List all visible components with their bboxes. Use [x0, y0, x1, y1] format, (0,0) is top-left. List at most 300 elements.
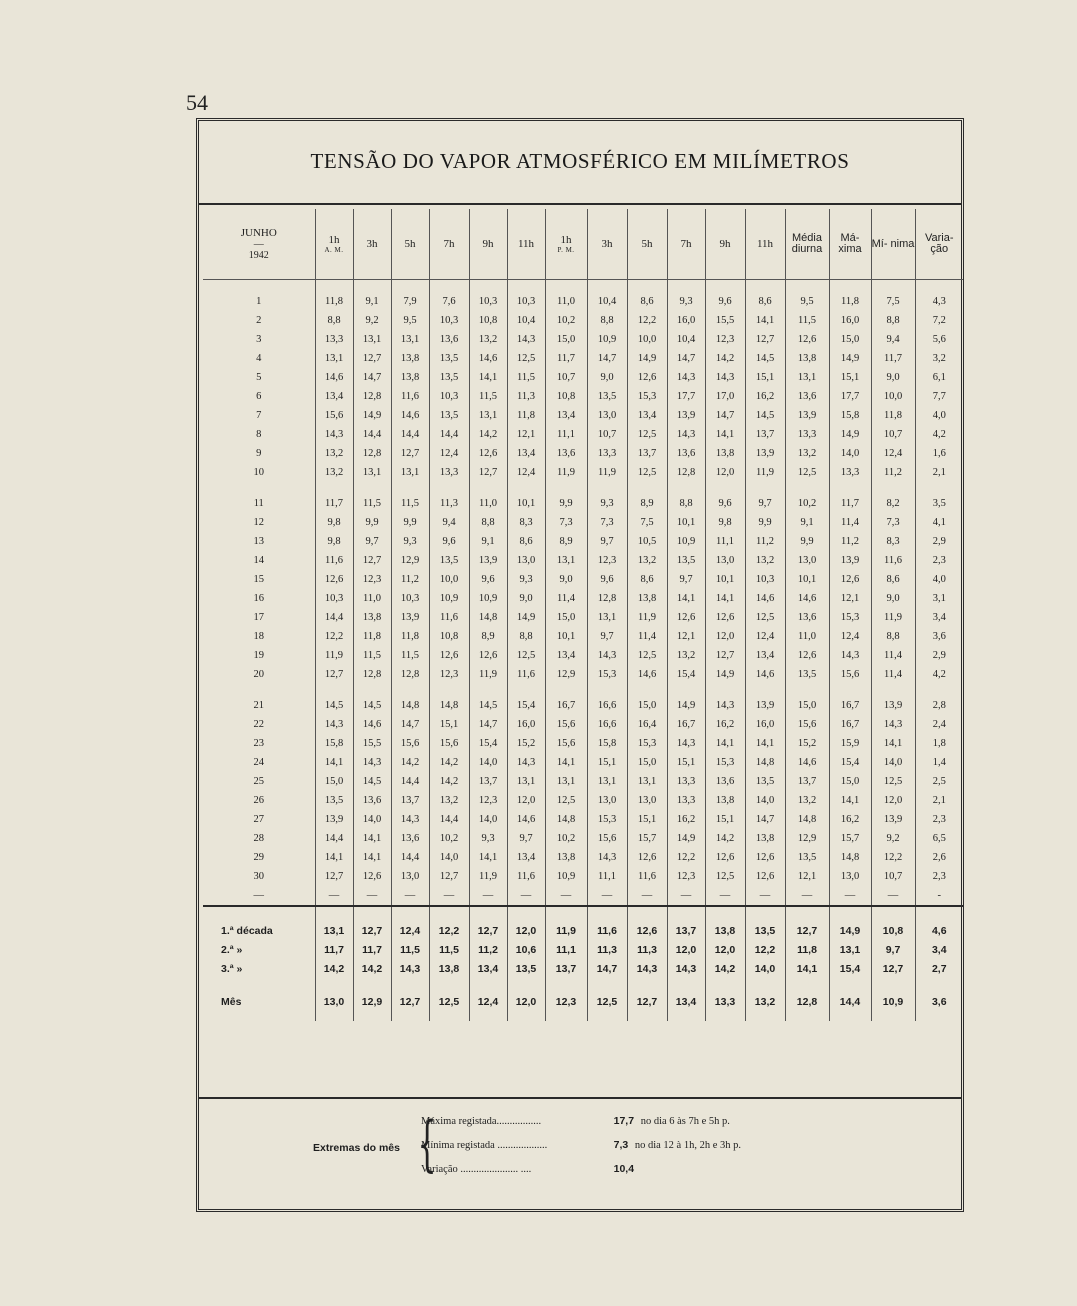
row-label: 25 — [253, 776, 264, 787]
table-cell: 15,1 — [745, 368, 785, 387]
variation-label: Variação ...................... .... — [421, 1164, 532, 1175]
table-cell: 13,7 — [545, 959, 587, 978]
row-label: 14 — [253, 555, 264, 566]
table-frame — [196, 118, 964, 1212]
table-cell: 13,2 — [315, 444, 353, 463]
table-cell: 14,3 — [587, 646, 627, 665]
table-cell: 10,1 — [507, 482, 545, 513]
table-cell: 1,4 — [915, 753, 963, 772]
table-cell: 14,1 — [705, 734, 745, 753]
table-cell: 8,2 — [871, 482, 915, 513]
table-cell: 15,6 — [545, 734, 587, 753]
table-cell: — — [315, 886, 353, 906]
table-cell: 15,3 — [627, 734, 667, 753]
table-cell: 13,4 — [545, 406, 587, 425]
table-cell: 14,2 — [429, 753, 469, 772]
month-dash: — — [253, 239, 264, 250]
table-cell: 10,3 — [429, 311, 469, 330]
table-row — [203, 684, 963, 715]
table-cell: 13,5 — [745, 772, 785, 791]
table-cell: 10,9 — [469, 589, 507, 608]
table-cell: 14,5 — [469, 684, 507, 715]
table-cell: 14,6 — [745, 589, 785, 608]
min-row — [421, 1139, 741, 1151]
table-cell: 11,9 — [627, 608, 667, 627]
table-cell: 3,5 — [915, 482, 963, 513]
variation-value: 10,4 — [613, 1163, 635, 1175]
table-cell: 10,9 — [871, 978, 915, 1021]
row-label: 11 — [253, 498, 264, 509]
table-cell: 13,1 — [391, 330, 429, 349]
table-cell: 13,5 — [785, 848, 829, 867]
table-cell: 10,1 — [667, 513, 705, 532]
table-cell: 16,7 — [829, 715, 871, 734]
table-cell: 14,4 — [315, 608, 353, 627]
table-cell: 13,3 — [785, 425, 829, 444]
table-cell: 14,1 — [315, 753, 353, 772]
table-cell: 11,1 — [587, 867, 627, 886]
table-cell: 15,6 — [315, 406, 353, 425]
table-cell: 14,2 — [353, 959, 391, 978]
table-cell: 12,6 — [829, 570, 871, 589]
table-cell: 13,9 — [315, 810, 353, 829]
table-cell: 12,1 — [507, 425, 545, 444]
table-cell: 14,4 — [391, 425, 429, 444]
row-label: 5 — [256, 372, 262, 383]
table-cell: 9,6 — [469, 570, 507, 589]
table-cell: 14,2 — [705, 829, 745, 848]
table-cell: 14,1 — [545, 753, 587, 772]
table-cell: 11,5 — [391, 940, 429, 959]
table-cell: 14,6 — [627, 665, 667, 684]
row-label: 20 — [253, 669, 264, 680]
table-cell: 8,9 — [469, 627, 507, 646]
table-cell: 10,7 — [871, 867, 915, 886]
table-cell: 13,9 — [829, 551, 871, 570]
row-label: 1 — [256, 296, 262, 307]
table-cell: 13,5 — [429, 551, 469, 570]
table-cell: 11,4 — [871, 665, 915, 684]
table-cell: 15,6 — [429, 734, 469, 753]
table-cell: 12,5 — [871, 772, 915, 791]
table-cell: 14,7 — [745, 810, 785, 829]
table-cell: 8,3 — [871, 532, 915, 551]
hour-header: 7h — [667, 209, 705, 280]
table-cell: 2,3 — [915, 810, 963, 829]
table-cell: 11,7 — [315, 940, 353, 959]
table-cell: 13,1 — [469, 406, 507, 425]
table-cell: 14,0 — [871, 753, 915, 772]
table-cell: 13,9 — [469, 551, 507, 570]
table-cell: 13,1 — [587, 772, 627, 791]
table-cell: 12,7 — [705, 646, 745, 665]
table-cell: 6,5 — [915, 829, 963, 848]
min-value: 7,3 — [613, 1139, 629, 1151]
table-cell: 12,2 — [745, 940, 785, 959]
table-cell: 12,1 — [785, 867, 829, 886]
table-cell: 15,8 — [315, 734, 353, 753]
table-cell: 11,4 — [871, 646, 915, 665]
table-cell: 12,6 — [705, 608, 745, 627]
table-cell: 4,2 — [915, 665, 963, 684]
pm-label: P. M. — [557, 246, 575, 254]
table-cell: 12,5 — [745, 608, 785, 627]
table-cell: 17,0 — [705, 387, 745, 406]
table-cell: 13,2 — [469, 330, 507, 349]
table-cell: 16,0 — [745, 715, 785, 734]
decade-summary-row — [203, 906, 963, 940]
table-cell: 14,4 — [429, 425, 469, 444]
table-cell: 10,1 — [545, 627, 587, 646]
table-cell: 13,6 — [785, 608, 829, 627]
table-cell: 11,6 — [871, 551, 915, 570]
table-cell: 12,0 — [507, 791, 545, 810]
table-cell: 10,6 — [507, 940, 545, 959]
table-cell: 9,0 — [507, 589, 545, 608]
table-cell: 14,9 — [829, 349, 871, 368]
table-row — [203, 608, 963, 627]
table-cell: 9,2 — [871, 829, 915, 848]
table-cell: 8,8 — [871, 627, 915, 646]
table-cell: 10,3 — [745, 570, 785, 589]
table-cell: 14,0 — [353, 810, 391, 829]
table-row — [203, 463, 963, 482]
table-cell: 11,2 — [745, 532, 785, 551]
table-cell: 15,0 — [315, 772, 353, 791]
table-cell: 13,0 — [391, 867, 429, 886]
table-cell: 8,8 — [507, 627, 545, 646]
table-cell: 12,5 — [587, 978, 627, 1021]
table-cell: 14,6 — [391, 406, 429, 425]
table-cell: 11,9 — [545, 463, 587, 482]
table-cell: — — [627, 886, 667, 906]
table-cell: 9,7 — [587, 627, 627, 646]
row-label: 4 — [256, 353, 262, 364]
table-cell: 16,0 — [667, 311, 705, 330]
table-cell: 9,8 — [705, 513, 745, 532]
table-row — [203, 753, 963, 772]
table-cell: 15,6 — [587, 829, 627, 848]
table-title: TENSÃO DO VAPOR ATMOSFÉRICO EM MILÍMETROS — [310, 149, 850, 173]
table-cell: — — [829, 886, 871, 906]
table-cell: 14,1 — [353, 829, 391, 848]
table-cell: 14,2 — [315, 959, 353, 978]
table-cell: 13,1 — [627, 772, 667, 791]
table-cell: 11,2 — [391, 570, 429, 589]
table-cell: 11,9 — [545, 906, 587, 940]
table-cell: 16,2 — [667, 810, 705, 829]
table-cell: 9,4 — [429, 513, 469, 532]
table-cell: — — [667, 886, 705, 906]
table-cell: 12,2 — [429, 906, 469, 940]
table-cell: 10,2 — [545, 829, 587, 848]
table-cell: 12,8 — [587, 589, 627, 608]
table-cell: — — [429, 886, 469, 906]
table-cell: 11,3 — [507, 387, 545, 406]
table-cell: 12,9 — [545, 665, 587, 684]
table-cell: 10,9 — [587, 330, 627, 349]
table-cell: 13,3 — [667, 772, 705, 791]
table-cell: 14,6 — [785, 753, 829, 772]
row-label: 29 — [253, 852, 264, 863]
hour-header: 1h A. M. — [315, 209, 353, 280]
table-cell: 12,6 — [627, 848, 667, 867]
table-cell: 14,3 — [705, 684, 745, 715]
table-cell: 12,4 — [829, 627, 871, 646]
table-cell: 13,0 — [785, 551, 829, 570]
table-cell: 15,5 — [705, 311, 745, 330]
table-cell: 12,8 — [785, 978, 829, 1021]
row-label: 30 — [253, 871, 264, 882]
table-cell: 15,1 — [627, 810, 667, 829]
table-cell: 11,6 — [627, 867, 667, 886]
vapor-tension-table — [203, 209, 963, 1021]
row-label: 19 — [253, 650, 264, 661]
table-cell: 14,7 — [705, 406, 745, 425]
hour-header: 1h P. M. — [545, 209, 587, 280]
row-label: 15 — [253, 574, 264, 585]
table-cell: 12,5 — [545, 791, 587, 810]
table-cell: 12,0 — [507, 906, 545, 940]
table-cell: 12,0 — [667, 940, 705, 959]
table-cell: 11,3 — [627, 940, 667, 959]
table-cell: 13,4 — [745, 646, 785, 665]
table-cell: 9,6 — [705, 280, 745, 312]
year-label: 1942 — [248, 250, 269, 261]
table-cell: 12,2 — [627, 311, 667, 330]
table-cell: 14,3 — [315, 715, 353, 734]
table-cell: 10,8 — [429, 627, 469, 646]
table-cell: 13,5 — [587, 387, 627, 406]
table-cell: 9,7 — [353, 532, 391, 551]
table-cell: 4,2 — [915, 425, 963, 444]
table-cell: 12,4 — [507, 463, 545, 482]
table-cell: 10,3 — [391, 589, 429, 608]
table-cell: 9,3 — [587, 482, 627, 513]
table-cell: 12,8 — [391, 665, 429, 684]
table-cell: 12,7 — [745, 330, 785, 349]
table-cell: 11,4 — [829, 513, 871, 532]
table-cell: 11,5 — [785, 311, 829, 330]
table-cell: 9,6 — [705, 482, 745, 513]
table-cell: 9,7 — [667, 570, 705, 589]
table-cell: 13,3 — [315, 330, 353, 349]
table-cell: 10,4 — [507, 311, 545, 330]
table-cell: 9,1 — [469, 532, 507, 551]
table-cell: 16,2 — [705, 715, 745, 734]
table-cell: 11,5 — [353, 482, 391, 513]
table-cell: 9,9 — [391, 513, 429, 532]
table-cell: 9,7 — [587, 532, 627, 551]
table-cell: 14,4 — [829, 978, 871, 1021]
table-cell: 15,3 — [587, 665, 627, 684]
table-cell: 9,0 — [871, 589, 915, 608]
row-label: 13 — [253, 536, 264, 547]
table-cell: 13,1 — [545, 772, 587, 791]
table-cell: 15,1 — [667, 753, 705, 772]
table-cell: — — [745, 886, 785, 906]
table-cell: 12,5 — [507, 646, 545, 665]
table-cell: 15,1 — [829, 368, 871, 387]
table-cell: 15,3 — [587, 810, 627, 829]
table-cell: 12,2 — [315, 627, 353, 646]
table-cell: 14,5 — [353, 684, 391, 715]
table-cell: 14,3 — [587, 848, 627, 867]
row-label: 23 — [253, 738, 264, 749]
table-cell: 11,6 — [391, 387, 429, 406]
max-value: 17,7 — [613, 1115, 635, 1127]
min-label: Mínima registada ................... — [421, 1140, 548, 1151]
table-cell: 9,7 — [507, 829, 545, 848]
table-cell: — — [785, 886, 829, 906]
table-cell: 13,9 — [391, 608, 429, 627]
table-cell: 11,2 — [871, 463, 915, 482]
table-cell: 3,2 — [915, 349, 963, 368]
table-cell: 13,8 — [545, 848, 587, 867]
table-row — [203, 715, 963, 734]
table-cell: 12,3 — [705, 330, 745, 349]
table-cell: 11,9 — [469, 867, 507, 886]
table-cell: 9,1 — [353, 280, 391, 312]
table-cell: 14,5 — [353, 772, 391, 791]
table-cell: 11,3 — [587, 940, 627, 959]
title-divider — [199, 203, 961, 205]
table-cell: 11,8 — [391, 627, 429, 646]
table-row — [203, 848, 963, 867]
table-cell: 4,3 — [915, 280, 963, 312]
table-row — [203, 867, 963, 886]
table-cell: 7,6 — [429, 280, 469, 312]
table-cell: 14,3 — [315, 425, 353, 444]
table-cell: 12,9 — [391, 551, 429, 570]
table-cell: 15,6 — [391, 734, 429, 753]
table-cell: 13,1 — [391, 463, 429, 482]
table-cell: 11,5 — [469, 387, 507, 406]
table-cell: 3,4 — [915, 608, 963, 627]
table-cell: 12,6 — [627, 906, 667, 940]
table-cell: 10,7 — [871, 425, 915, 444]
decade-summary-row — [203, 959, 963, 978]
table-cell: 7,9 — [391, 280, 429, 312]
table-cell: 9,5 — [391, 311, 429, 330]
table-cell: 11,4 — [627, 627, 667, 646]
table-cell: 15,6 — [545, 715, 587, 734]
table-cell: 12,2 — [871, 848, 915, 867]
table-cell: 11,0 — [785, 627, 829, 646]
table-cell: 11,8 — [785, 940, 829, 959]
table-cell: 15,6 — [785, 715, 829, 734]
table-cell: 9,3 — [667, 280, 705, 312]
table-cell: 13,4 — [627, 406, 667, 425]
table-cell: 12,3 — [353, 570, 391, 589]
table-cell: 13,5 — [745, 906, 785, 940]
month-summary-row — [203, 978, 963, 1021]
table-cell: 13,3 — [587, 444, 627, 463]
dash-row — [203, 886, 963, 906]
table-cell: 14,3 — [667, 368, 705, 387]
table-cell: 13,4 — [315, 387, 353, 406]
table-cell: 12,7 — [315, 867, 353, 886]
table-cell: 13,6 — [429, 330, 469, 349]
table-cell: 14,1 — [705, 589, 745, 608]
table-cell: 14,4 — [391, 772, 429, 791]
table-cell: 16,2 — [829, 810, 871, 829]
table-cell: 12,8 — [353, 665, 391, 684]
table-cell: 15,3 — [829, 608, 871, 627]
table-cell: 12,6 — [469, 444, 507, 463]
table-cell: 13,5 — [429, 368, 469, 387]
table-cell: 10,2 — [429, 829, 469, 848]
max-row — [421, 1115, 730, 1127]
table-cell: 14,3 — [391, 959, 429, 978]
table-row — [203, 368, 963, 387]
table-cell: 13,9 — [785, 406, 829, 425]
table-cell: 12,6 — [469, 646, 507, 665]
table-cell: 10,8 — [469, 311, 507, 330]
row-label: 3.ª » — [221, 962, 243, 975]
table-row — [203, 482, 963, 513]
table-cell: 12,4 — [745, 627, 785, 646]
table-cell: 11,7 — [871, 349, 915, 368]
table-cell: 14,1 — [469, 368, 507, 387]
table-cell: 14,8 — [829, 848, 871, 867]
table-cell: — — [545, 886, 587, 906]
table-cell: 17,7 — [829, 387, 871, 406]
table-cell: 9,9 — [745, 513, 785, 532]
table-cell: 2,3 — [915, 867, 963, 886]
table-cell: 13,2 — [627, 551, 667, 570]
table-cell: 12,0 — [705, 627, 745, 646]
table-cell: 2,9 — [915, 646, 963, 665]
table-cell: 12,2 — [667, 848, 705, 867]
table-cell: 11,7 — [829, 482, 871, 513]
table-cell: 14,8 — [469, 608, 507, 627]
table-cell: 15,5 — [353, 734, 391, 753]
table-cell: 8,8 — [469, 513, 507, 532]
table-cell: 11,9 — [587, 463, 627, 482]
table-cell: — — [391, 886, 429, 906]
table-cell: 14,3 — [353, 753, 391, 772]
table-cell: 11,5 — [391, 482, 429, 513]
table-cell: 14,4 — [315, 829, 353, 848]
table-cell: 14,6 — [315, 368, 353, 387]
table-cell: 3,1 — [915, 589, 963, 608]
table-cell: 13,1 — [315, 906, 353, 940]
row-label: 8 — [256, 429, 262, 440]
table-cell: 14,7 — [587, 349, 627, 368]
table-cell: 9,7 — [871, 940, 915, 959]
row-label: 1.ª década — [221, 924, 273, 937]
table-cell: 13,0 — [587, 791, 627, 810]
table-cell: 12,5 — [507, 349, 545, 368]
table-cell: 10,1 — [705, 570, 745, 589]
table-cell: 14,1 — [469, 848, 507, 867]
table-cell: 14,3 — [391, 810, 429, 829]
table-row — [203, 513, 963, 532]
table-cell: 14,9 — [507, 608, 545, 627]
table-cell: 13,8 — [785, 349, 829, 368]
table-cell: 17,7 — [667, 387, 705, 406]
table-cell: - — [915, 886, 963, 906]
table-cell: 12,3 — [667, 867, 705, 886]
table-cell: 14,0 — [469, 753, 507, 772]
table-cell: 13,2 — [745, 978, 785, 1021]
row-label: 26 — [253, 795, 264, 806]
table-cell: 15,7 — [829, 829, 871, 848]
table-cell: 12,8 — [353, 387, 391, 406]
table-cell: 12,0 — [705, 940, 745, 959]
table-cell: 13,5 — [785, 665, 829, 684]
